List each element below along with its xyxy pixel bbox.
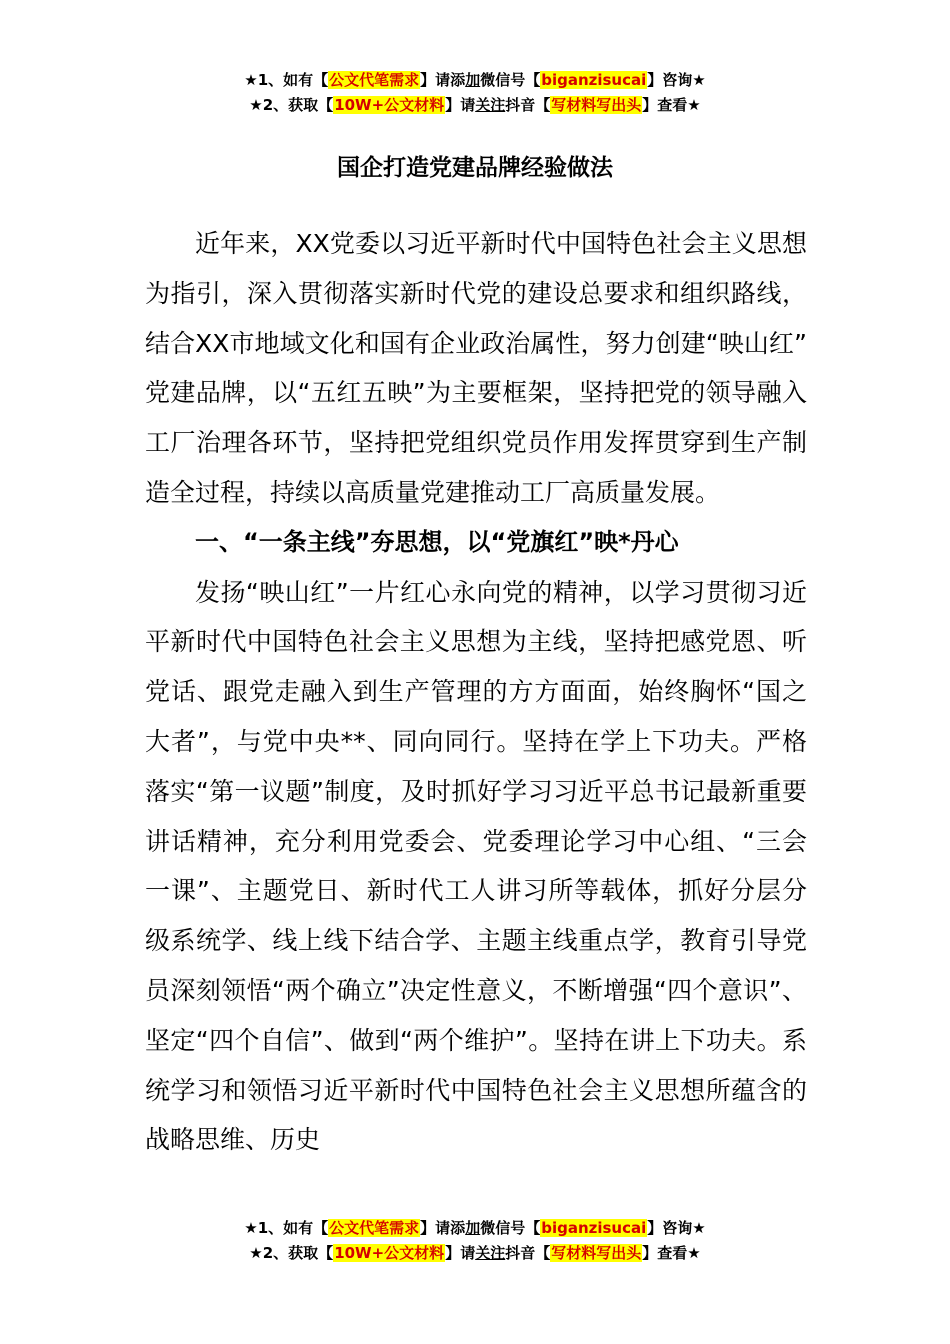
promo-line-2: ★2、获取【10W+公文材料】请关注抖音【写材料写出头】查看★ xyxy=(249,96,701,114)
top-promo-banner xyxy=(0,68,950,118)
promo-line-1: ★1、如有【公文代笔需求】请添加微信号【biganzisucai】咨询★ xyxy=(244,1219,706,1237)
highlight-wechat-id: biganzisucai xyxy=(541,1219,647,1237)
highlight-douyin-account: 写材料写出头 xyxy=(551,96,642,114)
bottom-promo-banner xyxy=(0,1216,950,1266)
highlight-service: 公文代笔需求 xyxy=(329,1219,420,1237)
document-body xyxy=(145,219,807,1165)
highlight-wechat-id: biganzisucai xyxy=(541,71,647,89)
document-title: 国企打造党建品牌经验做法 xyxy=(337,155,613,181)
promo-line-1: ★1、如有【公文代笔需求】请添加微信号【biganzisucai】咨询★ xyxy=(244,71,706,89)
highlight-materials: 10W+公文材料 xyxy=(334,1244,445,1262)
highlight-service: 公文代笔需求 xyxy=(329,71,420,89)
intro-paragraph: 近年来，XX党委以习近平新时代中国特色社会主义思想为指引，深入贯彻落实新时代党的建设总要求和组织路线，结合XX市地域文化和国有企业政治属性，努力创建“映山红”党建品牌，以“五红五映”为主要框架，坚持把党的领导融入工厂治理各环节，坚持把党组织党员作用发挥贯穿到生产制造全过程，持续以高质量党建推动工厂高质量发展。 xyxy=(145,229,807,507)
promo-line-2: ★2、获取【10W+公文材料】请关注抖音【写材料写出头】查看★ xyxy=(249,1244,701,1262)
section-1-paragraph: 发扬“映山红”一片红心永向党的精神，以学习贯彻习近平新时代中国特色社会主义思想为主线，坚持把感党恩、听党话、跟党走融入到生产管理的方方面面，始终胸怀“国之大者”，与党中央**、同向同行。坚持在学上下功夫。严格落实“第一议题”制度，及时抓好学习习近平总书记最新重要讲话精神，充分利用党委会、党委理论学习中心组、“三会一课”、主题党日、新时代工人讲习所等载体，抓好分层分级系统学、线上线下结合学、主题主线重点学，教育引导党员深刻领悟“两个确立”决定性意义，不断增强“四个意识”、坚定“四个自信”、做到“两个维护”。坚持在讲上下功夫。系统学习和领悟习近平新时代中国特色社会主义思想所蕴含的战略思维、历史 xyxy=(145,577,807,1155)
section-heading-1: 一、“一条主线”夯思想，以“党旗红”映*丹心 xyxy=(195,527,679,556)
highlight-materials: 10W+公文材料 xyxy=(334,96,445,114)
highlight-douyin-account: 写材料写出头 xyxy=(551,1244,642,1262)
